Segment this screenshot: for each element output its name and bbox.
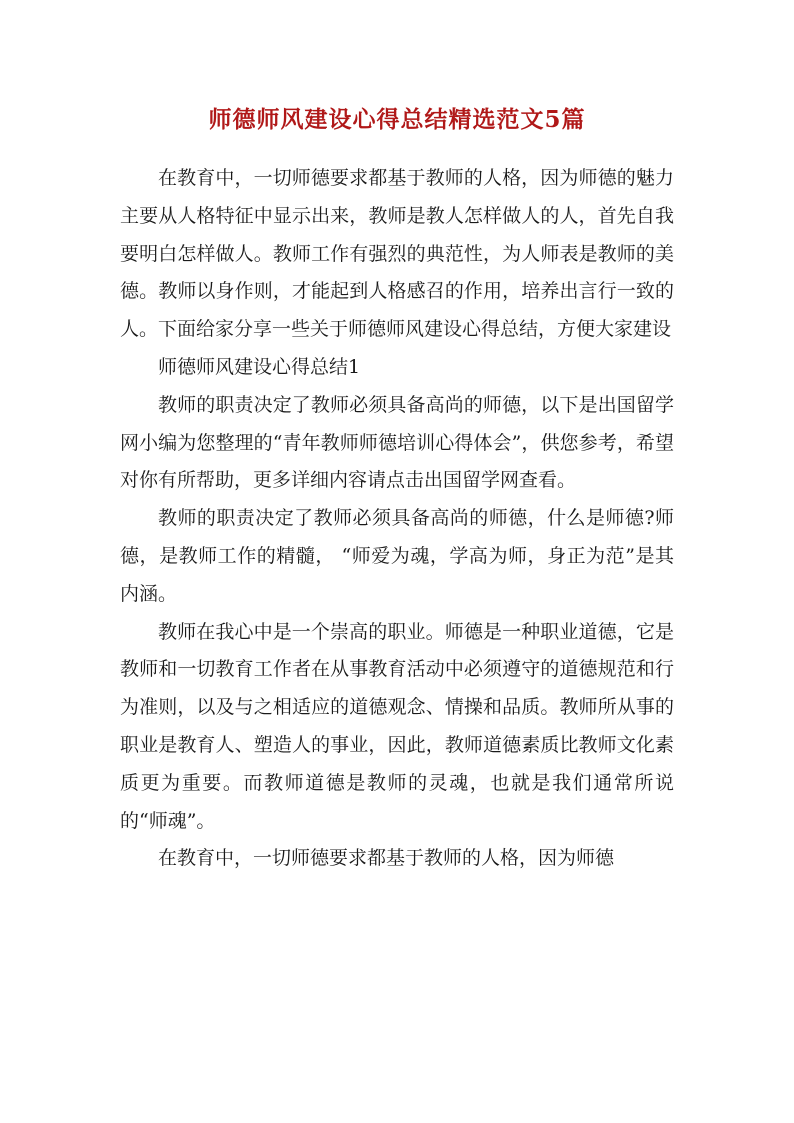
paragraph-intro: 在教育中，一切师德要求都基于教师的人格，因为师德的魅力主要从人格特征中显示出来，教师是教人怎样做人的人，首先自我要明白怎样做人。教师工作有强烈的典范性，为人师表是教师的美德。教师以身作则，才能起到人格感召的作用，培养出言行一致的人。下面给家分享一些关于师德师风建设心得总结，方便大家建设 (120, 167, 674, 341)
paragraph: 教师的职责决定了教师必须具备高尚的师德，以下是出国留学网小编为您整理的“青年教师师德培训心得体会”，供您参考，希望对你有所帮助，更多详细内容请点击出国留学网查看。 (120, 393, 674, 492)
document-title: 师德师风建设心得总结精选范文5篇 (208, 106, 586, 133)
paragraph-truncated: 在教育中，一切师德要求都基于教师的人格，因为师德 (158, 847, 615, 870)
paragraph: 教师的职责决定了教师必须具备高尚的师德，什么是师德?师德，是教师工作的精髓， “师爱为魂，学高为师，身正为范”是其内涵。 (120, 507, 674, 605)
paragraph: 教师在我心中是一个崇高的职业。师德是一种职业道德，它是教师和一切教育工作者在从事教育活动中必须遵守的道德规范和行为准则，以及与之相适应的道德观念、情操和品质。教师所从事的职业是教育人、塑造人的事业，因此，教师道德素质比教师文化素质更为重要。而教师道德是教师的灵魂，也就是我们通常所说的“师魂”。 (120, 620, 674, 832)
section-heading: 师德师风建设心得总结1 (158, 355, 361, 378)
document-body (120, 160, 674, 878)
